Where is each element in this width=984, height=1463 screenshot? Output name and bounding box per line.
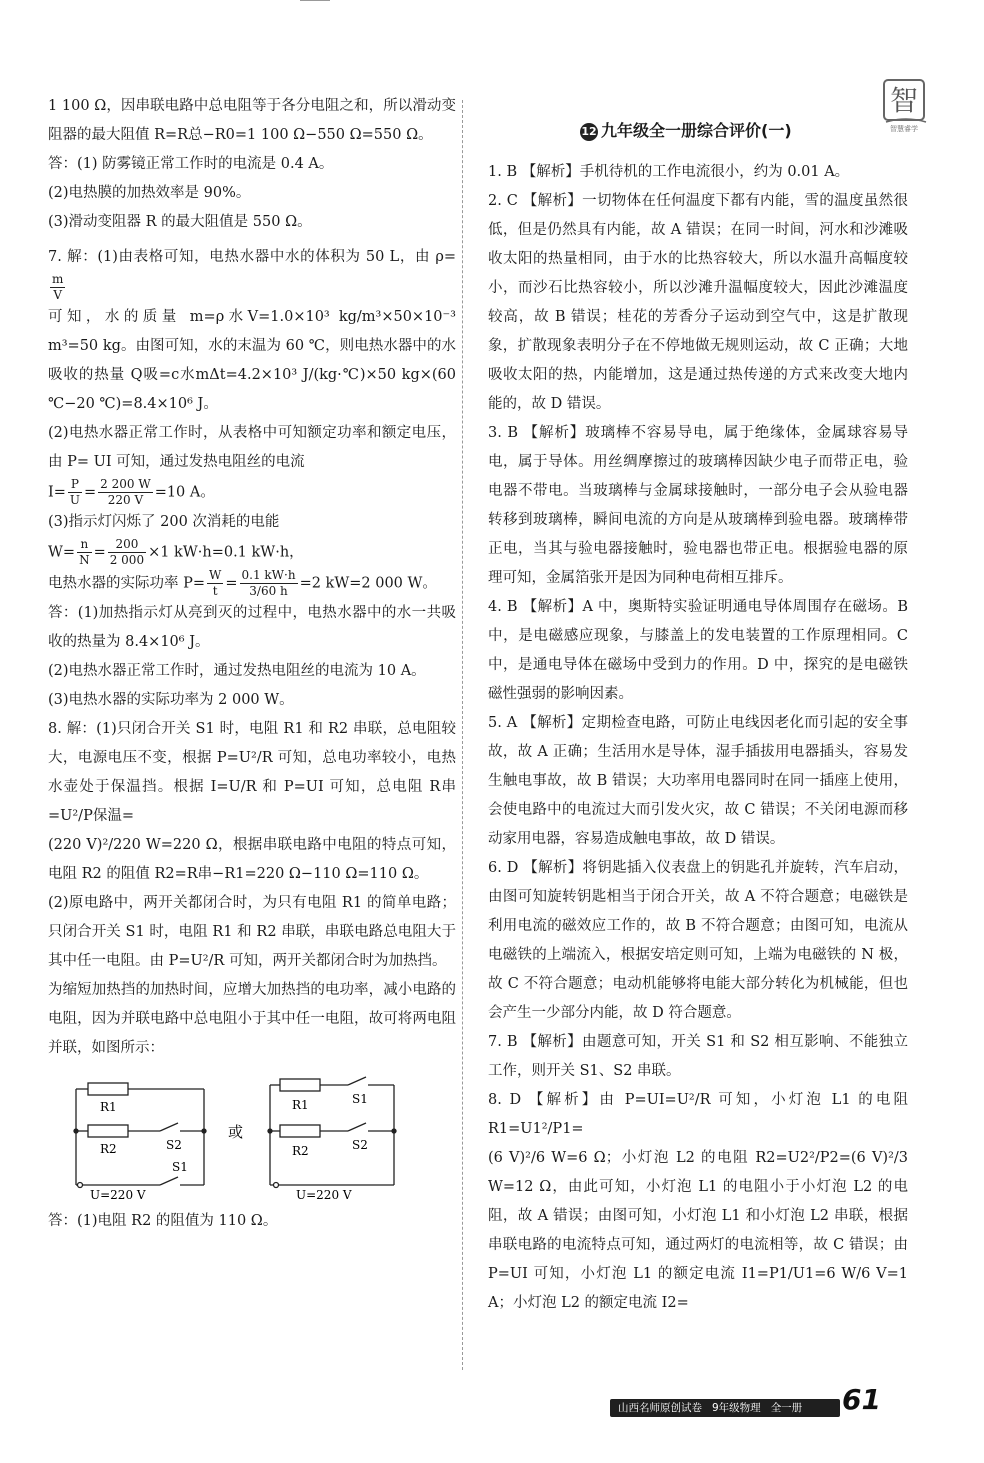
label-s1: S1 [172, 1160, 188, 1174]
label-s2: S2 [166, 1138, 182, 1152]
frac [240, 568, 298, 599]
answer-3: 3. B 【解析】玻璃棒不容易导电，属于绝缘体，金属球容易导电，属于导体。用丝绸摩擦过的玻璃棒因缺少电子而带正电，验电器不带电。当玻璃棒与金属球接触时，一部分电子会从验电器转移到玻璃棒，瞬间电流的方向是从玻璃棒到验电器。玻璃棒带正电，当其与验电器接触时，验电器也带正电。根据验电器的原理可知，金属箔张开是因为同种电荷相互排斥。 [488, 425, 908, 586]
q7-density-fraction [50, 272, 65, 303]
label-s1: S1 [352, 1092, 368, 1106]
frac-num: 2 200 W [100, 477, 151, 491]
frac-den: t [212, 584, 218, 598]
answer-4: 4. B 【解析】A 中，奥斯特实验证明通电导体周围存在磁场。B 中，是电磁感应现象，与膝盖上的发电装置的工作原理相同。C 中，是通电导体在磁场中受到力的作用。D 中，探究的是电磁铁磁性强弱的影响因素。 [488, 599, 908, 702]
or-text: 或 [228, 1123, 244, 1141]
resistor-r2 [88, 1125, 128, 1137]
left-answer-3: (3)滑动变阻器 R 的最大阻值是 550 Ω。 [48, 214, 312, 230]
answer-6: 6. D 【解析】将钥匙插入仪表盘上的钥匙孔并旋转，汽车启动，由图可知旋转钥匙相当于闭合开关，故 A 不符合题意；电磁铁是利用电流的磁效应工作的，故 B 不符合题意；由图可知，电流从电磁铁的上端流入，根据安培定则可知，上端为电磁铁的 N 极，故 C 不符合题意；电动机能够将电能大部分转化为机械能，但也会产生一少部分内能，故 D 符合题意。 [488, 860, 908, 1021]
logo-char: 智 [889, 84, 919, 117]
frac-den: 220 V [107, 493, 144, 507]
f-mid: = [93, 544, 106, 561]
label-u: U=220 V [296, 1188, 352, 1202]
q7-current-formula [48, 477, 456, 508]
frac [207, 568, 223, 599]
answer-8-b: (6 V)²/6 W=6 Ω；小灯泡 L2 的电阻 R2=U2²/P2=(6 V)²/3 W=12 Ω，由此可知，小灯泡 L1 的电阻小于小灯泡 L2 的电阻，故 A 错误；由图可知，小灯泡 L1 和小灯泡 L2 串联，根据串联电路的电流特点可知，通过两灯的电流相等，故 C 错误；由 P=UI 可知，小灯泡 L1 的额定电流 I1=P1/U1=6 W/6 V=1 A；小灯泡 L2 的额定电流 I2= [488, 1150, 908, 1311]
answer-5: 5. A 【解析】定期检查电路，可防止电线因老化而引起的安全事故，故 A 正确；生活用水是导体，湿手插拔用电器插头，容易发生触电事故，故 B 错误；大功率用电器同时在同一插座上使用，会使电路中的电流过大而引发火灾，故 C 错误；不关闭电源而移动家用电器，容易造成触电事故，故 D 错误。 [488, 715, 908, 847]
footer-grade: 9年级物理 [712, 1402, 761, 1414]
label-r2: R2 [100, 1142, 117, 1156]
footer-band [610, 1399, 840, 1417]
q7-text-b: 可知，水的质量 m=ρ水V=1.0×10³ kg/m³×50×10⁻³ m³=50 kg。由图可知，水的末温为 60 ℃，则电热水器中的水吸收的热量 Q吸=c水mΔt=4.2×10³ J/(kg·℃)×50 kg×(60 ℃−20 ℃)=8.4×10⁶ J。 [48, 309, 456, 412]
answer-1: 1. B 【解析】手机待机的工作电流很小，约为 0.01 A。 [488, 164, 850, 180]
parallel-circuit-figure [48, 1067, 456, 1207]
frac [98, 477, 153, 508]
q8-text-a: 8. 解：(1)只闭合开关 S1 时，电阻 R1 和 R2 串联，总电阻较大，电源电压不变，根据 P=U²/R 可知，总电功率较小，电热水壶处于保温挡。根据 I=U/R 和 P=UI 可知，总电阻 R串=U²/P保温= [48, 721, 456, 824]
frac [68, 477, 82, 508]
answer-8-a: 8. D 【解析】由 P=UI=U²/R 可知，小灯泡 L1 的电阻 R1=U1²/P1= [488, 1092, 908, 1137]
q7-answer-1: 答：(1)加热指示灯从亮到灭的过程中，电热水器中的水一共吸收的热量为 8.4×10⁶ J。 [48, 605, 456, 650]
q7-text-a: 7. 解：(1)由表格可知，电热水器中水的体积为 50 L，由 ρ= [48, 249, 456, 265]
frac-den: 3/60 h [249, 584, 288, 598]
answer-2: 2. C 【解析】一切物体在任何温度下都有内能，雪的温度虽然很低，但是仍然具有内能，故 A 错误；在同一时间，河水和沙滩吸收太阳的热量相同，由于水的比热容较大，所以水温升高幅度较小，而沙石比热容较小，所以沙滩升温幅度较大，因此沙滩温度较高，故 B 错误；桂花的芳香分子运动到空气中，这是扩散现象，扩散现象表明分子在不停地做无规则运动，故 C 正确；大地吸收太阳的热，内能增加，这是通过热传递的方式来改变大地内能的，故 D 错误。 [488, 193, 908, 412]
label-u: U=220 V [90, 1188, 146, 1202]
section-number-badge: 12 [580, 123, 598, 141]
q7-answer-2: (2)电热水器正常工作时，通过发热电阻丝的电流为 10 A。 [48, 663, 426, 679]
page-number: 61 [842, 1383, 881, 1416]
frac-den: V [53, 288, 63, 302]
f-mid: = [84, 484, 97, 501]
q7-power-formula [48, 568, 456, 599]
frac-num: 0.1 kW·h [241, 568, 296, 582]
switch-s2 [348, 1123, 366, 1131]
q8-text-c: (2)原电路中，两开关都闭合时，为只有电阻 R1 的简单电路；只闭合开关 S1 时，电阻 R1 和 R2 串联，串联电路总电阻大于其中任一电阻。由 P=U²/R 可知，两开关都闭合时为加热挡。 [48, 895, 456, 969]
left-answer-1: 答：(1) 防雾镜正常工作时的电流是 0.4 A。 [48, 156, 334, 172]
f-post: ×1 kW·h=0.1 kW·h， [148, 544, 304, 561]
f-pre: W= [48, 544, 76, 561]
left-column [48, 92, 456, 1236]
logo-icon [880, 78, 940, 134]
circuit-2 [268, 1077, 396, 1188]
label-r1: R1 [292, 1098, 309, 1112]
switch-s2 [160, 1123, 178, 1131]
frac [108, 537, 146, 568]
q7-energy-formula [48, 537, 456, 568]
left-line-1: 1 100 Ω，因串联电路中总电阻等于各分电阻之和，所以滑动变阻器的最大阻值 R=R总−R0=1 100 Ω−550 Ω=550 Ω。 [48, 98, 456, 143]
footer-volume: 全一册 [770, 1402, 803, 1414]
f-pre: 电热水器的实际功率 P= [48, 575, 206, 592]
top-mark [300, 0, 330, 9]
resistor-r2 [280, 1125, 320, 1137]
section-title [580, 118, 792, 141]
frac-den: U [69, 493, 81, 507]
frac-den: 2 000 [109, 553, 145, 567]
frac-num: m [52, 272, 64, 286]
q8-text-d: 为缩短加热挡的加热时间，应增大加热挡的电功率，减小电路的电阻，因为并联电路中总电阻小于其中任一电阻，故可将两电阻并联，如图所示： [48, 982, 456, 1056]
label-r1: R1 [100, 1100, 117, 1114]
resistor-r1 [280, 1079, 320, 1091]
q7-answer-3: (3)电热水器的实际功率为 2 000 W。 [48, 692, 294, 708]
frac-num: 200 [108, 537, 146, 553]
label-s2: S2 [352, 1138, 368, 1152]
logo-sub: 智慧睿学 [890, 125, 918, 133]
q8-answer-1: 答：(1)电阻 R2 的阻值为 110 Ω。 [48, 1213, 278, 1229]
frac [77, 537, 92, 568]
left-answer-2: (2)电热膜的加热效率是 90%。 [48, 185, 251, 201]
q7-text-e: (3)指示灯闪烁了 200 次消耗的电能 [48, 514, 280, 530]
page-footer [610, 1383, 910, 1423]
footer-series: 山西名师原创试卷 [618, 1402, 702, 1414]
right-column [488, 158, 908, 1318]
f-mid: = [225, 575, 238, 592]
f-pre: I= [48, 484, 66, 501]
q8-text-b: (220 V)²/220 W=220 Ω，根据串联电路中电阻的特点可知，电阻 R2 的阻值 R2=R串−R1=220 Ω−110 Ω=110 Ω。 [48, 837, 456, 882]
answer-7: 7. B 【解析】由题意可知，开关 S1 和 S2 相互影响、不能独立工作，则开关 S1、S2 串联。 [488, 1034, 908, 1079]
circuit-diagrams [48, 1067, 456, 1207]
label-r2: R2 [292, 1144, 309, 1158]
switch-s1 [160, 1177, 178, 1185]
q7-text-c: (2)电热水器正常工作时，从表格中可知额定功率和额定电压，由 P= UI 可知，通过发热电阻丝的电流 [48, 425, 456, 470]
q7-intro [48, 243, 456, 303]
frac-num: n [77, 537, 92, 553]
section-title-text: 九年级全一册综合评价(一) [601, 121, 792, 140]
column-divider [462, 100, 463, 1370]
switch-s1 [348, 1077, 366, 1085]
frac-num: W [209, 568, 222, 582]
resistor-r1 [88, 1083, 128, 1095]
logo [880, 78, 940, 134]
frac-den: N [79, 553, 90, 567]
f-post: =2 kW=2 000 W。 [299, 575, 437, 592]
f-post: =10 A。 [154, 484, 215, 501]
frac-num: P [68, 477, 82, 493]
